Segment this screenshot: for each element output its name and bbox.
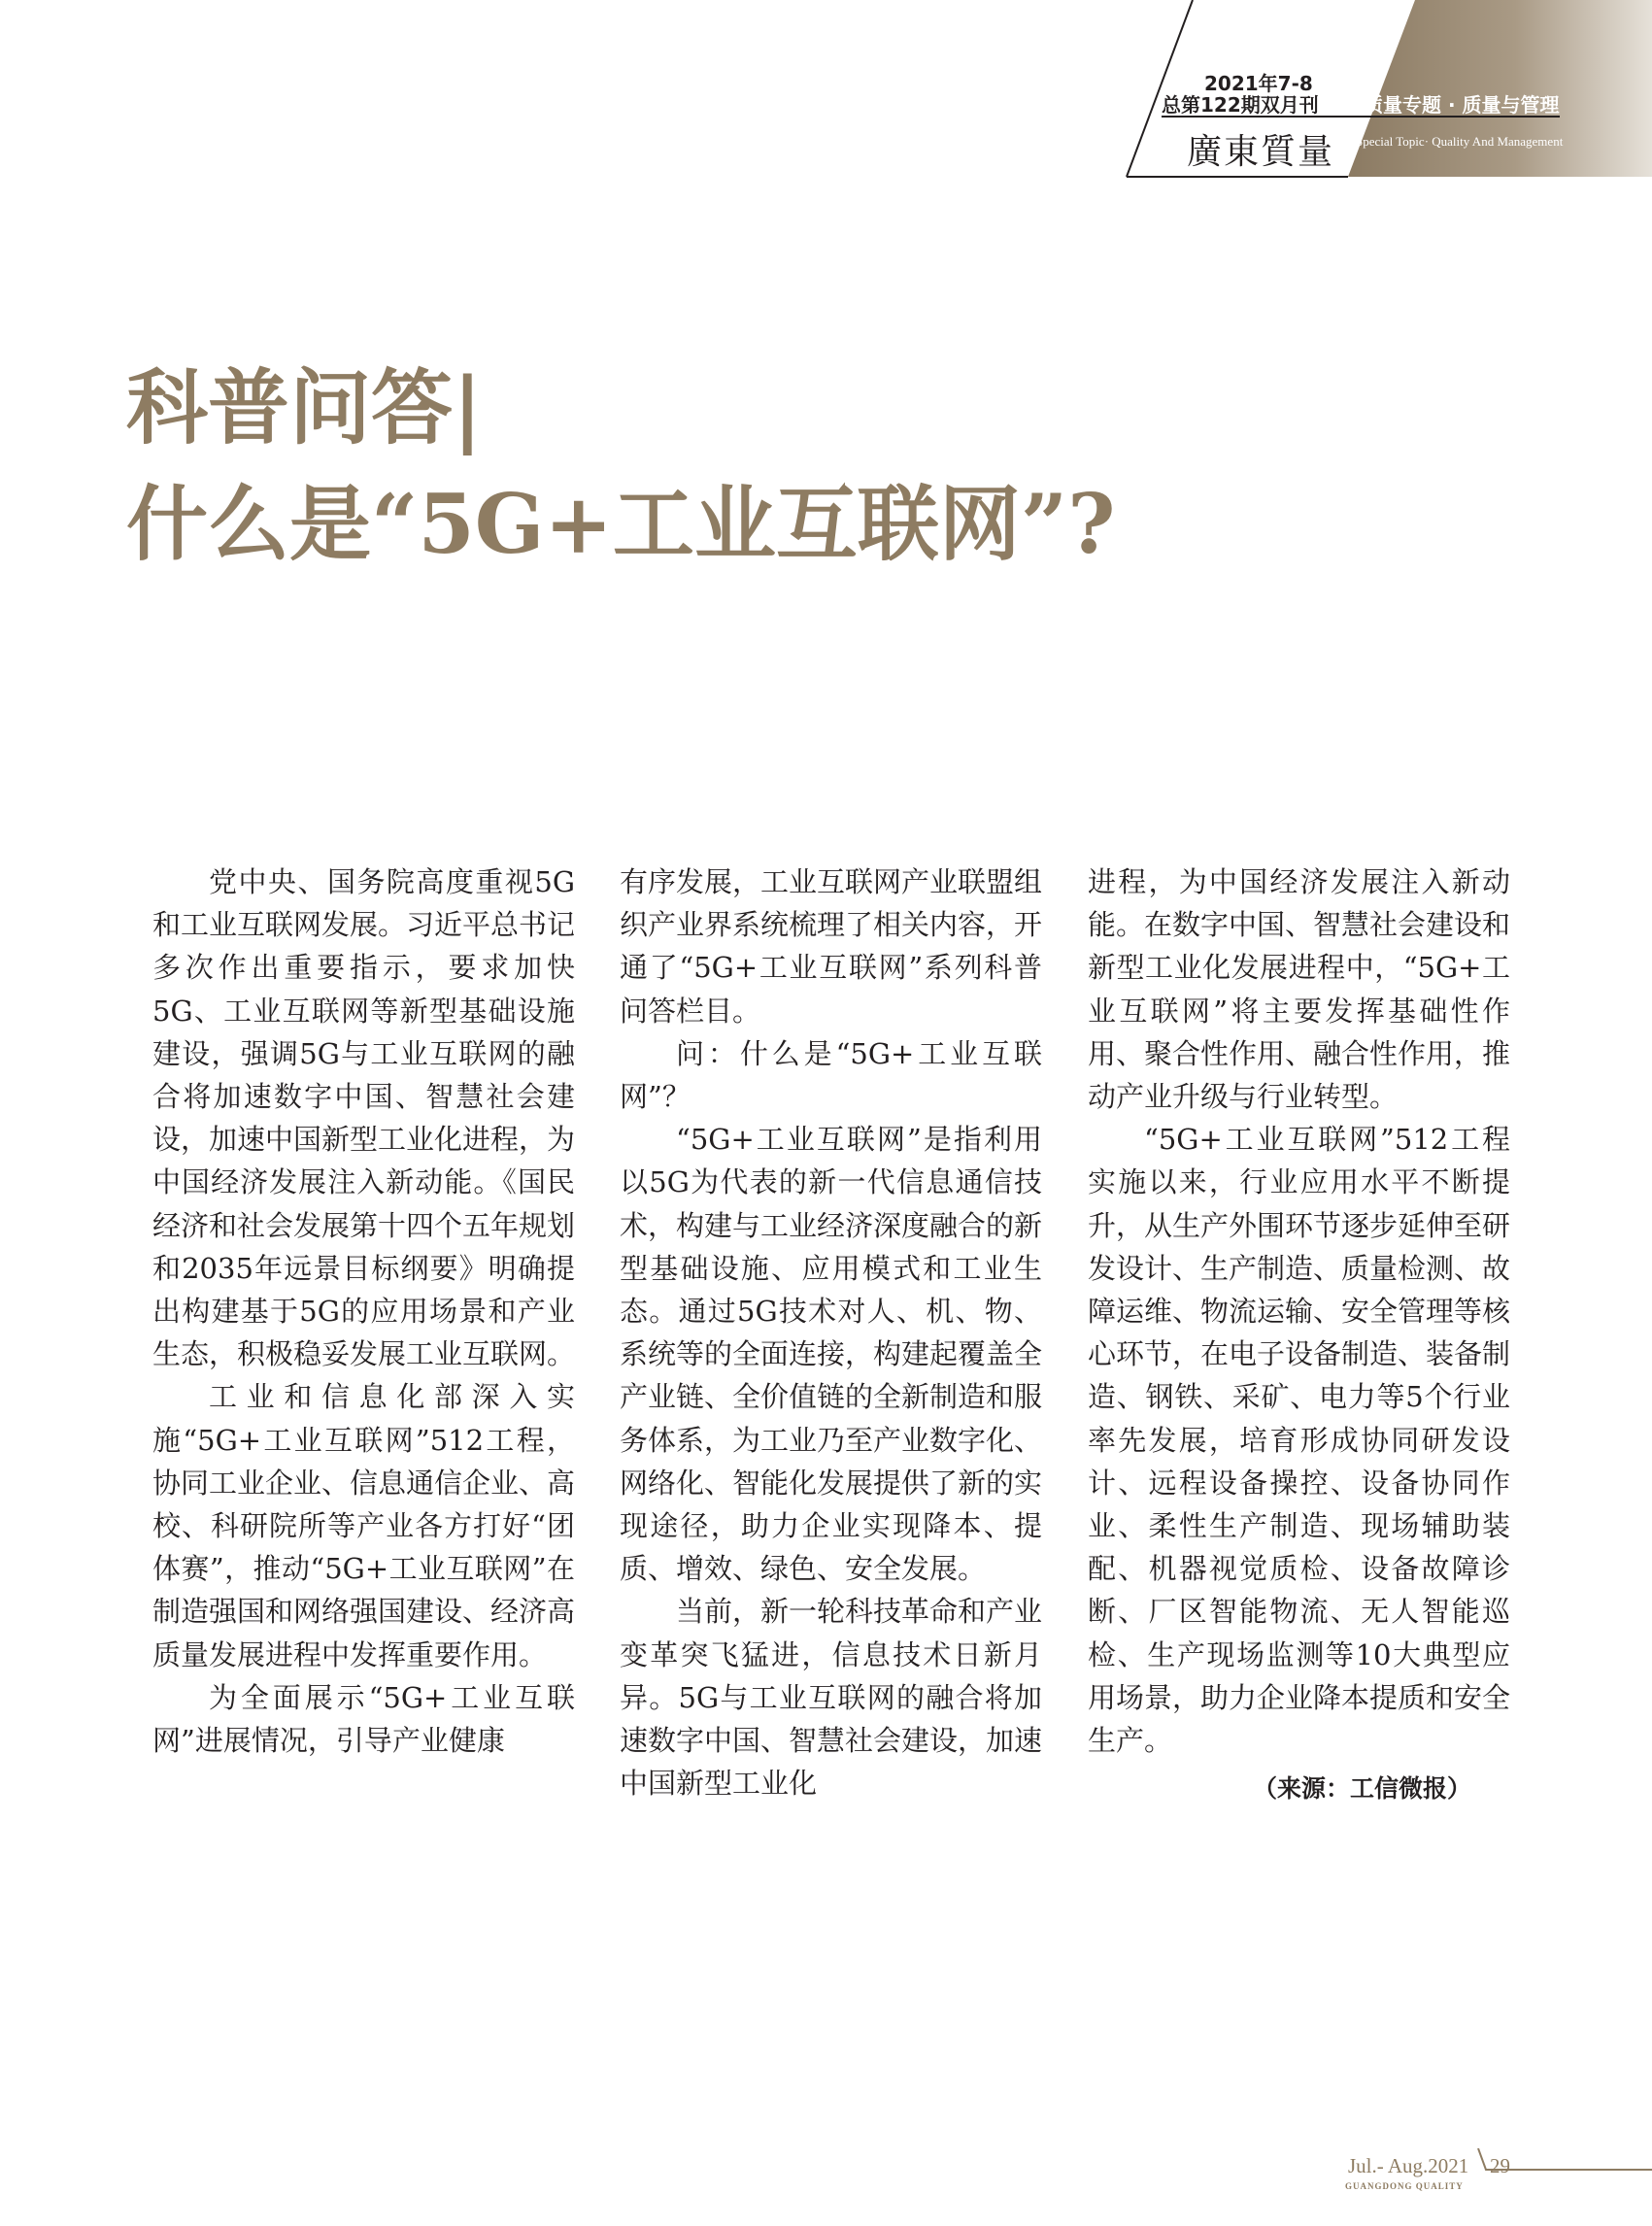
footer-journal-name: GUANGDONG QUALITY — [1345, 2181, 1464, 2191]
paragraph: 进程，为中国经济发展注入新动能。在数字中国、智慧社会建设和新型工业化发展进程中，“5G+工业互联网”将主要发挥基础性作用、聚合性作用、融合性作用，推动产业升级与行业转型。 — [1088, 865, 1511, 1114]
paragraph: “5G+工业互联网”是指利用以5G为代表的新一代信息通信技术，构建与工业经济深度融合的新型基础设施、应用模式和工业生态。通过5G技术对人、机、物、系统等的全面连接，构建起覆盖全产业链、全价值链的全新制造和服务体系，为工业乃至产业数字化、网络化、智能化发展提供了新的实现途径，助力企业实现降本、提质、增效、绿色、安全发展。 — [620, 1123, 1043, 1586]
article-title-line1: 科普问答| — [126, 359, 483, 455]
column-subtitle: Special Topic· Quality And Management — [1356, 134, 1564, 149]
paragraph: 有序发展，工业互联网产业联盟组织产业界系统梳理了相关内容，开通了“5G+工业互联网”系列科普问答栏目。 — [620, 865, 1043, 1028]
source-credit: （来源：工信微报） — [1252, 1774, 1471, 1804]
banner-slant-line — [1127, 0, 1193, 177]
body-column-3 — [1088, 860, 1510, 1810]
page-number: 29 — [1490, 2154, 1510, 2177]
issue-date: 2021年7-8 — [1204, 72, 1313, 95]
issue-number: 总第122期双月刊 — [1162, 93, 1319, 117]
footer-date: Jul.- Aug.2021 — [1348, 2154, 1469, 2177]
article-title-line2: 什么是“5G+工业互联网”? — [126, 476, 1116, 572]
footer-slash-mark — [1457, 2148, 1652, 2177]
banner-gold-block — [1348, 0, 1652, 177]
paragraph: 问：什么是“5G+工业互联网”？ — [620, 1036, 1042, 1114]
column-title: 质量专题 · 质量与管理 — [1364, 93, 1560, 117]
body-column-2 — [620, 860, 1042, 1804]
paragraph: 党中央、国务院高度重视5G和工业互联网发展。习近平总书记多次作出重要指示，要求加快5G、工业互联网等新型基础设施建设，强调5G与工业互联网的融合将加速数字中国、智慧社会建设，加速中国新型工业化进程，为中国经济发展注入新动能。《国民经济和社会发展第十四个五年规划和2035年远景目标纲要》明确提出构建基于5G的应用场景和产业生态，积极稳妥发展工业互联网。 — [152, 865, 576, 1371]
masthead-logo: 廣東質量 — [1187, 132, 1335, 172]
paragraph: 工业和信息化部深入实施“5G+工业互联网”512工程，协同工业企业、信息通信企业、高校、科研院所等产业各方打好“团体赛”，推动“5G+工业互联网”在制造强国和网络强国建设、经济高质量发展进程中发挥重要作用。 — [152, 1380, 576, 1671]
paragraph: 当前，新一轮科技革命和产业变革突飞猛进，信息技术日新月异。5G与工业互联网的融合将加速数字中国、智慧社会建设，加速中国新型工业化 — [620, 1595, 1043, 1801]
paragraph: 为全面展示“5G+工业互联网”进展情况，引导产业健康 — [152, 1680, 575, 1758]
body-column-1 — [152, 860, 575, 1762]
paragraph: “5G+工业互联网”512工程实施以来，行业应用水平不断提升，从生产外围环节逐步延伸至研发设计、生产制造、质量检测、故障运维、物流运输、安全管理等核心环节，在电子设备制造、装备制造、钢铁、采矿、电力等5个行业率先发展，培育形成协同研发设计、远程设备操控、设备协同作业、柔性生产制造、现场辅助装配、机器视觉质检、设备故障诊断、厂区智能物流、无人智能巡检、生产现场监测等10大典型应用场景，助力企业降本提质和安全生产。 — [1088, 1123, 1511, 1758]
